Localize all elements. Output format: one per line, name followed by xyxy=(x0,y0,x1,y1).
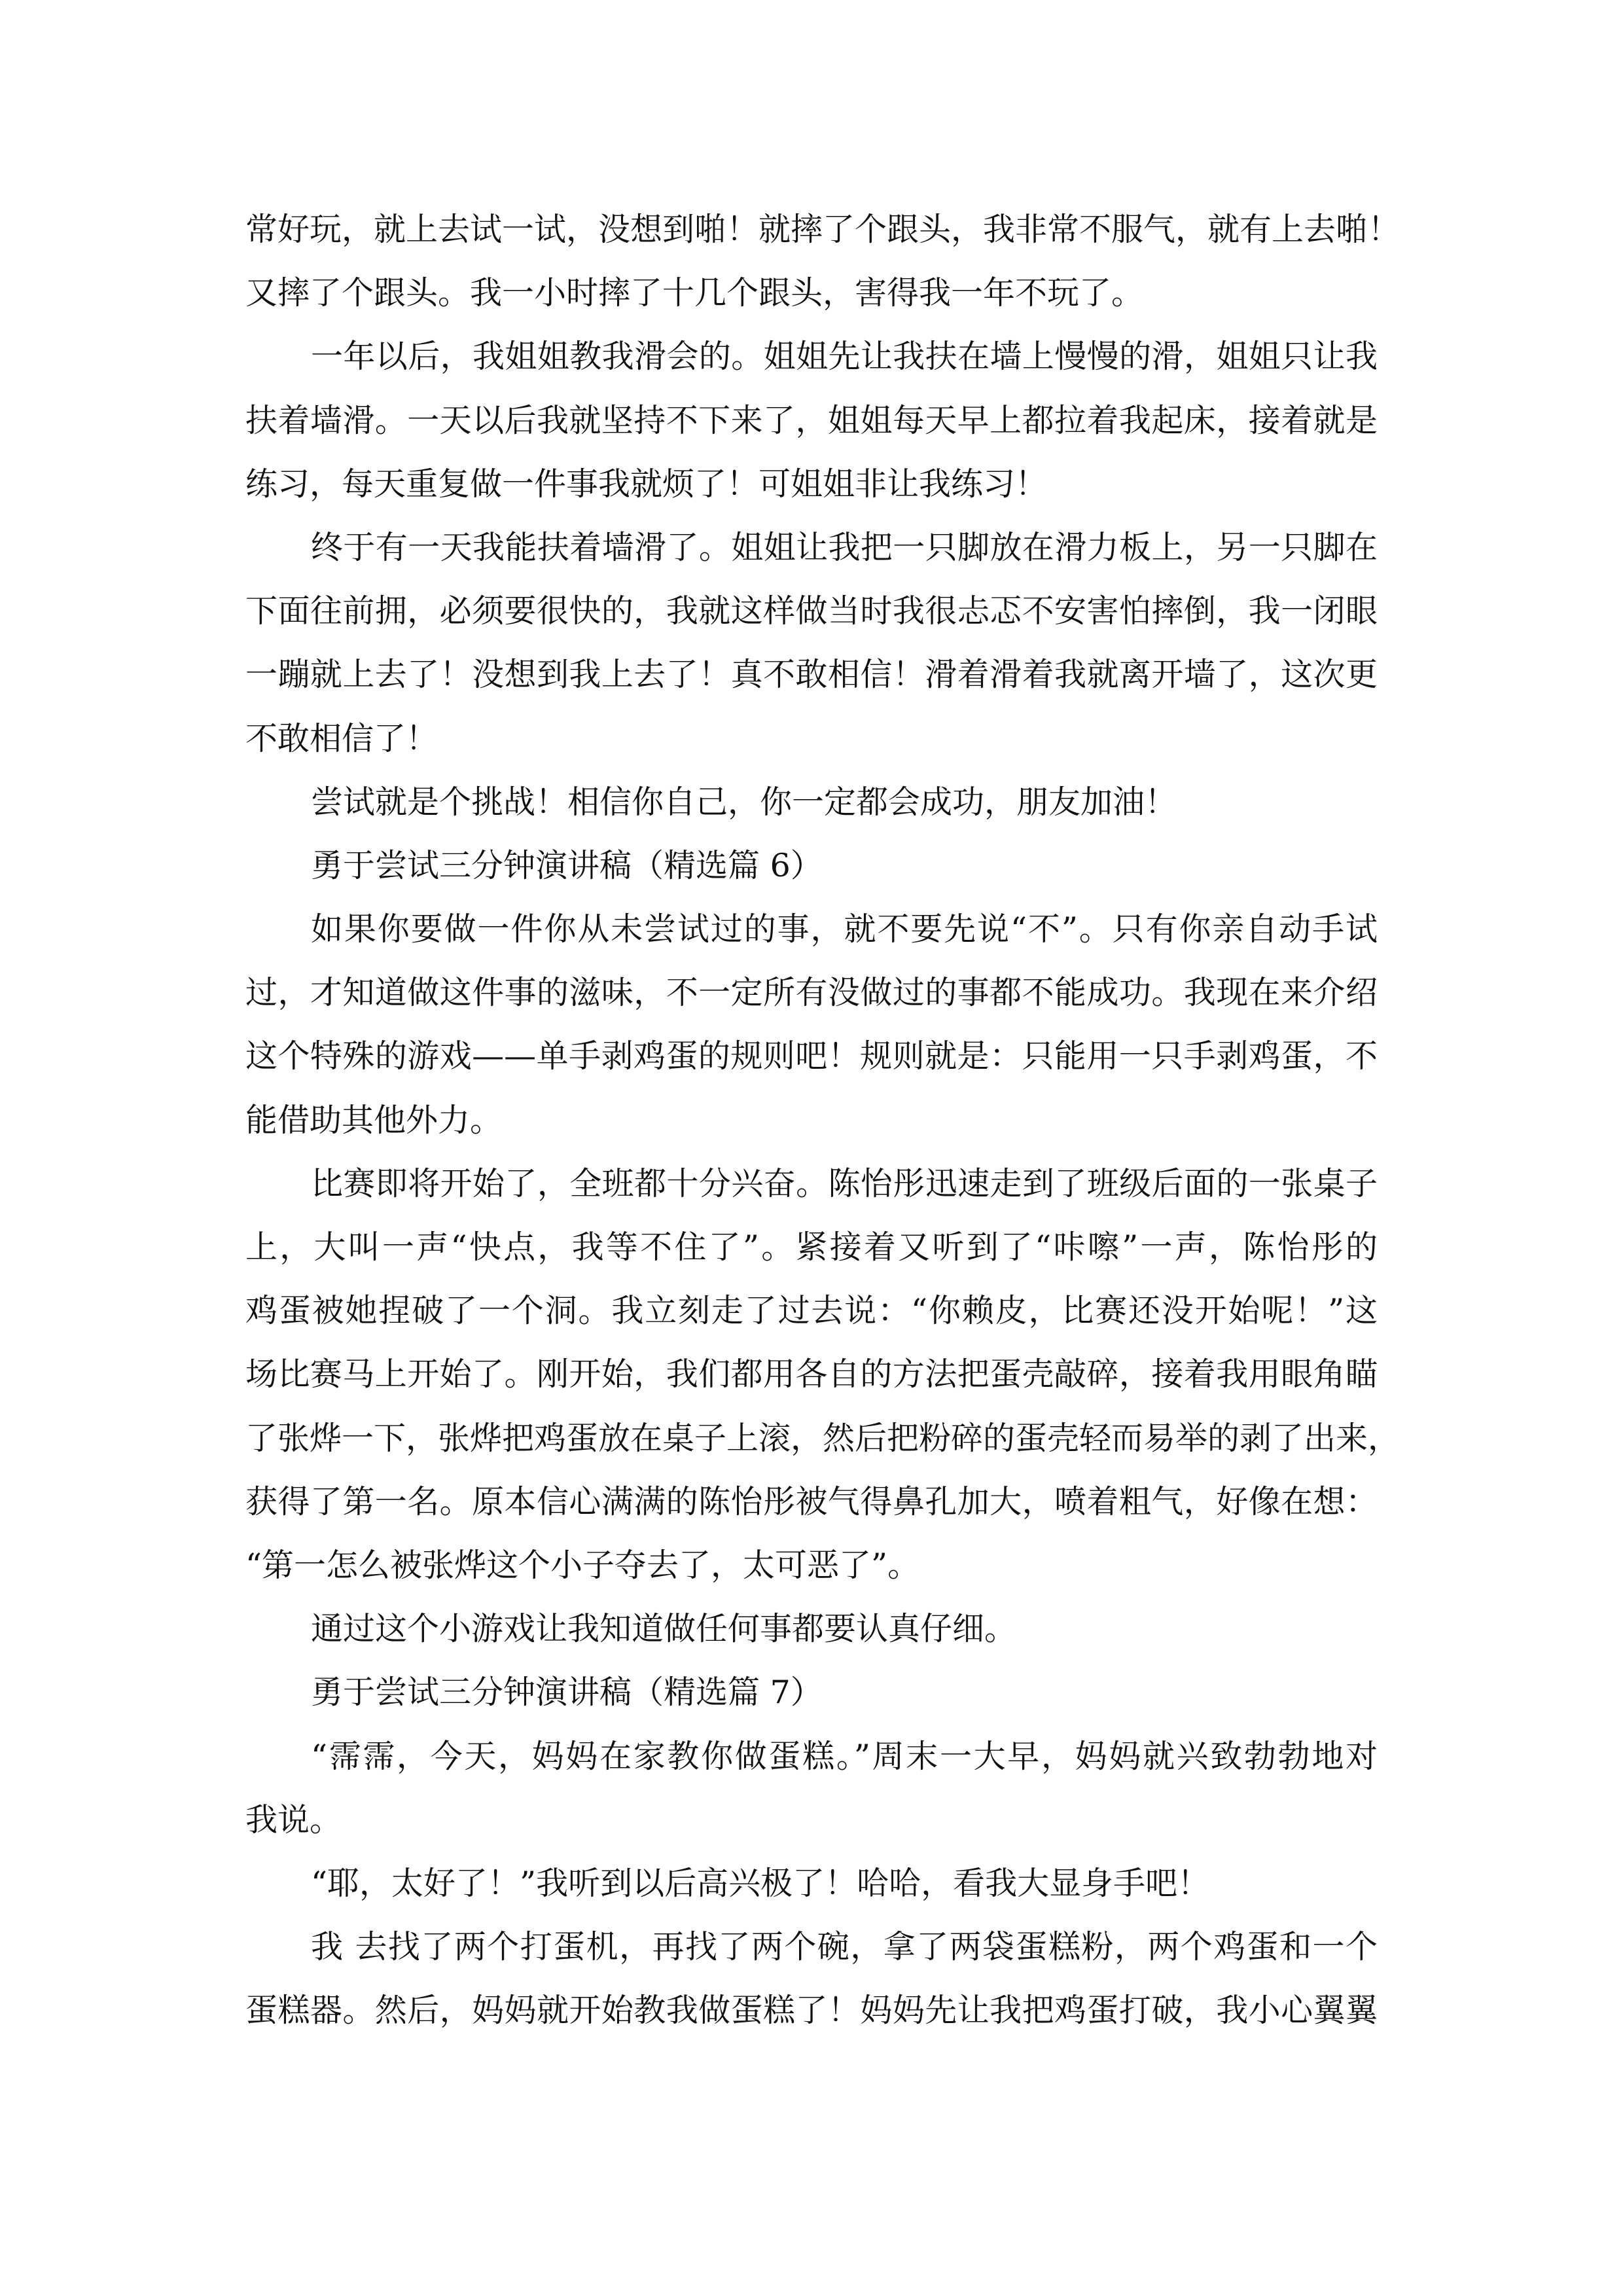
text-line: 又摔了个跟头。我一小时摔了十几个跟头，害得我一年不玩了。 xyxy=(245,274,1144,312)
text-line: 扶着墙滑。一天以后我就坚持不下来了，姐姐每天早上都拉着我起床，接着就是 xyxy=(245,401,1378,439)
text-line: 了张烨一下，张烨把鸡蛋放在桌子上滚，然后把粉碎的蛋壳轻而易举的剥了出来， xyxy=(245,1419,1400,1457)
text-line: 如果你要做一件你从未尝试过的事，就不要先说“不”。只有你亲自动手试 xyxy=(311,910,1378,948)
text-line: 获得了第一名。原本信心满满的陈怡彤被气得鼻孔加大，喷着粗气，好像在想： xyxy=(245,1482,1378,1520)
text-line: “耶，太好了！”我听到以后高兴极了！哈哈，看我大显身手吧！ xyxy=(311,1864,1210,1902)
text-line: 尝试就是个挑战！相信你自己，你一定都会成功，朋友加油！ xyxy=(311,783,1177,821)
text-line: 鸡蛋被她捏破了一个洞。我立刻走了过去说：“你赖皮，比赛还没开始呢！”这 xyxy=(245,1292,1378,1330)
text-line: 我说。 xyxy=(245,1801,342,1839)
text-line: 上，大叫一声“快点，我等不住了”。紧接着又听到了“咔嚓”一声，陈怡彤的 xyxy=(245,1229,1378,1266)
text-line: 我 去找了两个打蛋机，再找了两个碗，拿了两袋蛋糕粉，两个鸡蛋和一个 xyxy=(311,1928,1378,1966)
body-text xyxy=(245,198,1400,2042)
text-line: 比赛即将开始了，全班都十分兴奋。陈怡彤迅速走到了班级后面的一张桌子 xyxy=(311,1164,1378,1202)
text-line: 场比赛马上开始了。刚开始，我们都用各自的方法把蛋壳敲碎，接着我用眼角瞄 xyxy=(245,1355,1378,1393)
text-line: 通过这个小游戏让我知道做任何事都要认真仔细。 xyxy=(311,1610,1017,1648)
text-line: 练习，每天重复做一件事我就烦了！可姐姐非让我练习！ xyxy=(245,465,1048,503)
text-line: 一蹦就上去了！没想到我上去了！真不敢相信！滑着滑着我就离开墙了，这次更 xyxy=(245,656,1378,694)
text-line: 能借助其他外力。 xyxy=(245,1101,503,1139)
text-line: 蛋糕器。然后，妈妈就开始教我做蛋糕了！妈妈先让我把鸡蛋打破，我小心翼翼 xyxy=(245,1992,1378,2030)
text-line: 勇于尝试三分钟演讲稿（精选篇 6） xyxy=(311,846,823,884)
text-line: “霈霈，今天，妈妈在家教你做蛋糕。”周末一大早，妈妈就兴致勃勃地对 xyxy=(311,1737,1378,1775)
text-line: 不敢相信了！ xyxy=(245,719,438,757)
text-line: 一年以后，我姐姐教我滑会的。姐姐先让我扶在墙上慢慢的滑，姐姐只让我 xyxy=(311,338,1378,376)
text-line: 勇于尝试三分钟演讲稿（精选篇 7） xyxy=(311,1674,823,1712)
text-line: 常好玩，就上去试一试，没想到啪！就摔了个跟头，我非常不服气，就有上去啪！ xyxy=(245,211,1400,248)
text-line: 过，才知道做这件事的滋味，不一定所有没做过的事都不能成功。我现在来介绍 xyxy=(245,974,1378,1012)
text-line: 终于有一天我能扶着墙滑了。姐姐让我把一只脚放在滑力板上，另一只脚在 xyxy=(311,528,1378,566)
text-line: 这个特殊的游戏——单手剥鸡蛋的规则吧！规则就是：只能用一只手剥鸡蛋，不 xyxy=(245,1037,1378,1075)
text-line: “第一怎么被张烨这个小子夺去了，太可恶了”。 xyxy=(245,1546,920,1584)
text-line: 下面往前拥，必须要很快的，我就这样做当时我很忐忑不安害怕摔倒，我一闭眼 xyxy=(245,592,1378,630)
